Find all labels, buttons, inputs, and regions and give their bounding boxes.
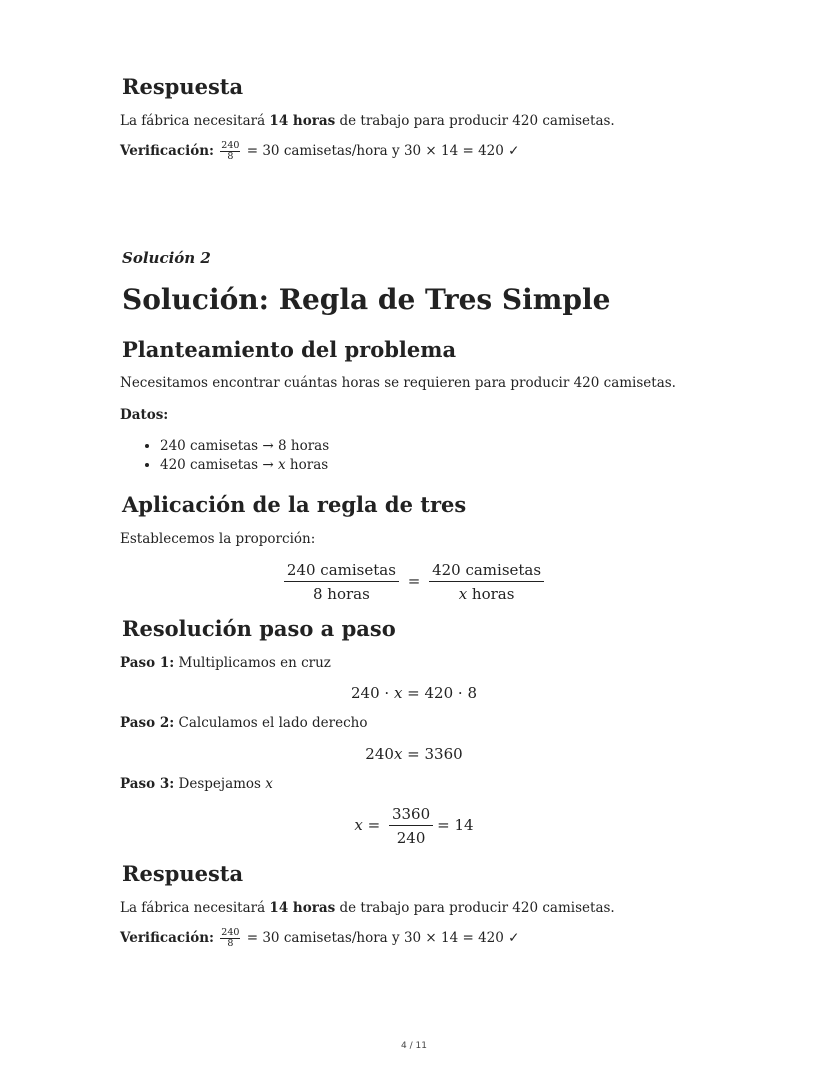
proportion-rhs: $\frac{\text{420 camisetas}}{\text{x horas}}$ <box>429 561 544 603</box>
proportion-equation: $\frac{\text{240 camisetas}}{\text{8 horas}}$ = $\frac{\text{420 camisetas}}{\text{x horas}}$ <box>0 561 828 603</box>
step2-equation: 240x = 3360 <box>365 745 463 763</box>
aplicacion-heading: Aplicación de la regla de tres <box>122 492 467 517</box>
step1: Paso 1: Multiplicamos en cruz <box>120 655 331 671</box>
verification-eq2: 30 × 14 = 420 <box>403 143 504 159</box>
verification-fraction-2: $\frac{240}{8}$ <box>221 927 240 949</box>
verification-1 <box>120 141 519 162</box>
answer-bold: 14 horas <box>269 113 336 129</box>
list-item: • 240 camisetas → 8 horas <box>160 437 329 456</box>
check-icon: ✓ <box>508 930 520 946</box>
verification-fraction: $\frac{240}{8}$ <box>221 140 240 162</box>
step1-equation: 240 · x = 420 · 8 <box>351 684 477 702</box>
solution-label: Solución 2 <box>122 249 211 267</box>
verification-eq1: = 30 <box>246 143 280 159</box>
planteamiento-heading: Planteamiento del problema <box>122 337 457 362</box>
proportion-lhs: $\frac{\text{240 camisetas}}{\text{8 horas}}$ <box>284 561 399 603</box>
answer-paragraph-2: La fábrica necesitará 14 horas de trabajo para producir 420 camisetas. <box>120 900 615 916</box>
page-number: 4 / 11 <box>401 1041 427 1051</box>
step3-fraction: $\frac{3360}{240}$ <box>389 805 433 847</box>
check-icon: ✓ <box>508 143 520 159</box>
answer-paragraph-1 <box>120 113 615 129</box>
datos-list <box>140 437 329 475</box>
verification-label: Verificación: <box>120 143 214 159</box>
resolucion-heading: Resolución paso a paso <box>122 616 396 641</box>
answer-prefix: La fábrica necesitará <box>120 113 266 129</box>
planteamiento-text: Necesitamos encontrar cuántas horas se requieren para producir 420 camisetas. <box>120 375 676 391</box>
list-item: • 420 camisetas → x horas <box>160 456 329 475</box>
verification-2: Verificación: $\frac{240}{8}$ = 30 camisetas/hora y 30 × 14 = 420 ✓ <box>120 927 520 949</box>
verification-mid: camisetas/hora y <box>283 143 400 159</box>
step3-equation: x = $\frac{3360}{240}$ = 14 <box>354 805 474 847</box>
aplicacion-text: Establecemos la proporción: <box>120 531 316 547</box>
step3: Paso 3: Despejamos x <box>120 776 273 792</box>
answer-suffix: de trabajo para producir 420 camisetas. <box>339 113 615 129</box>
step2: Paso 2: Calculamos el lado derecho <box>120 715 368 731</box>
page-title: Solución: Regla de Tres Simple <box>122 283 611 316</box>
respuesta-heading-1: Respuesta <box>122 74 244 99</box>
datos-label: Datos: <box>120 407 169 423</box>
respuesta-heading-2: Respuesta <box>122 861 244 886</box>
